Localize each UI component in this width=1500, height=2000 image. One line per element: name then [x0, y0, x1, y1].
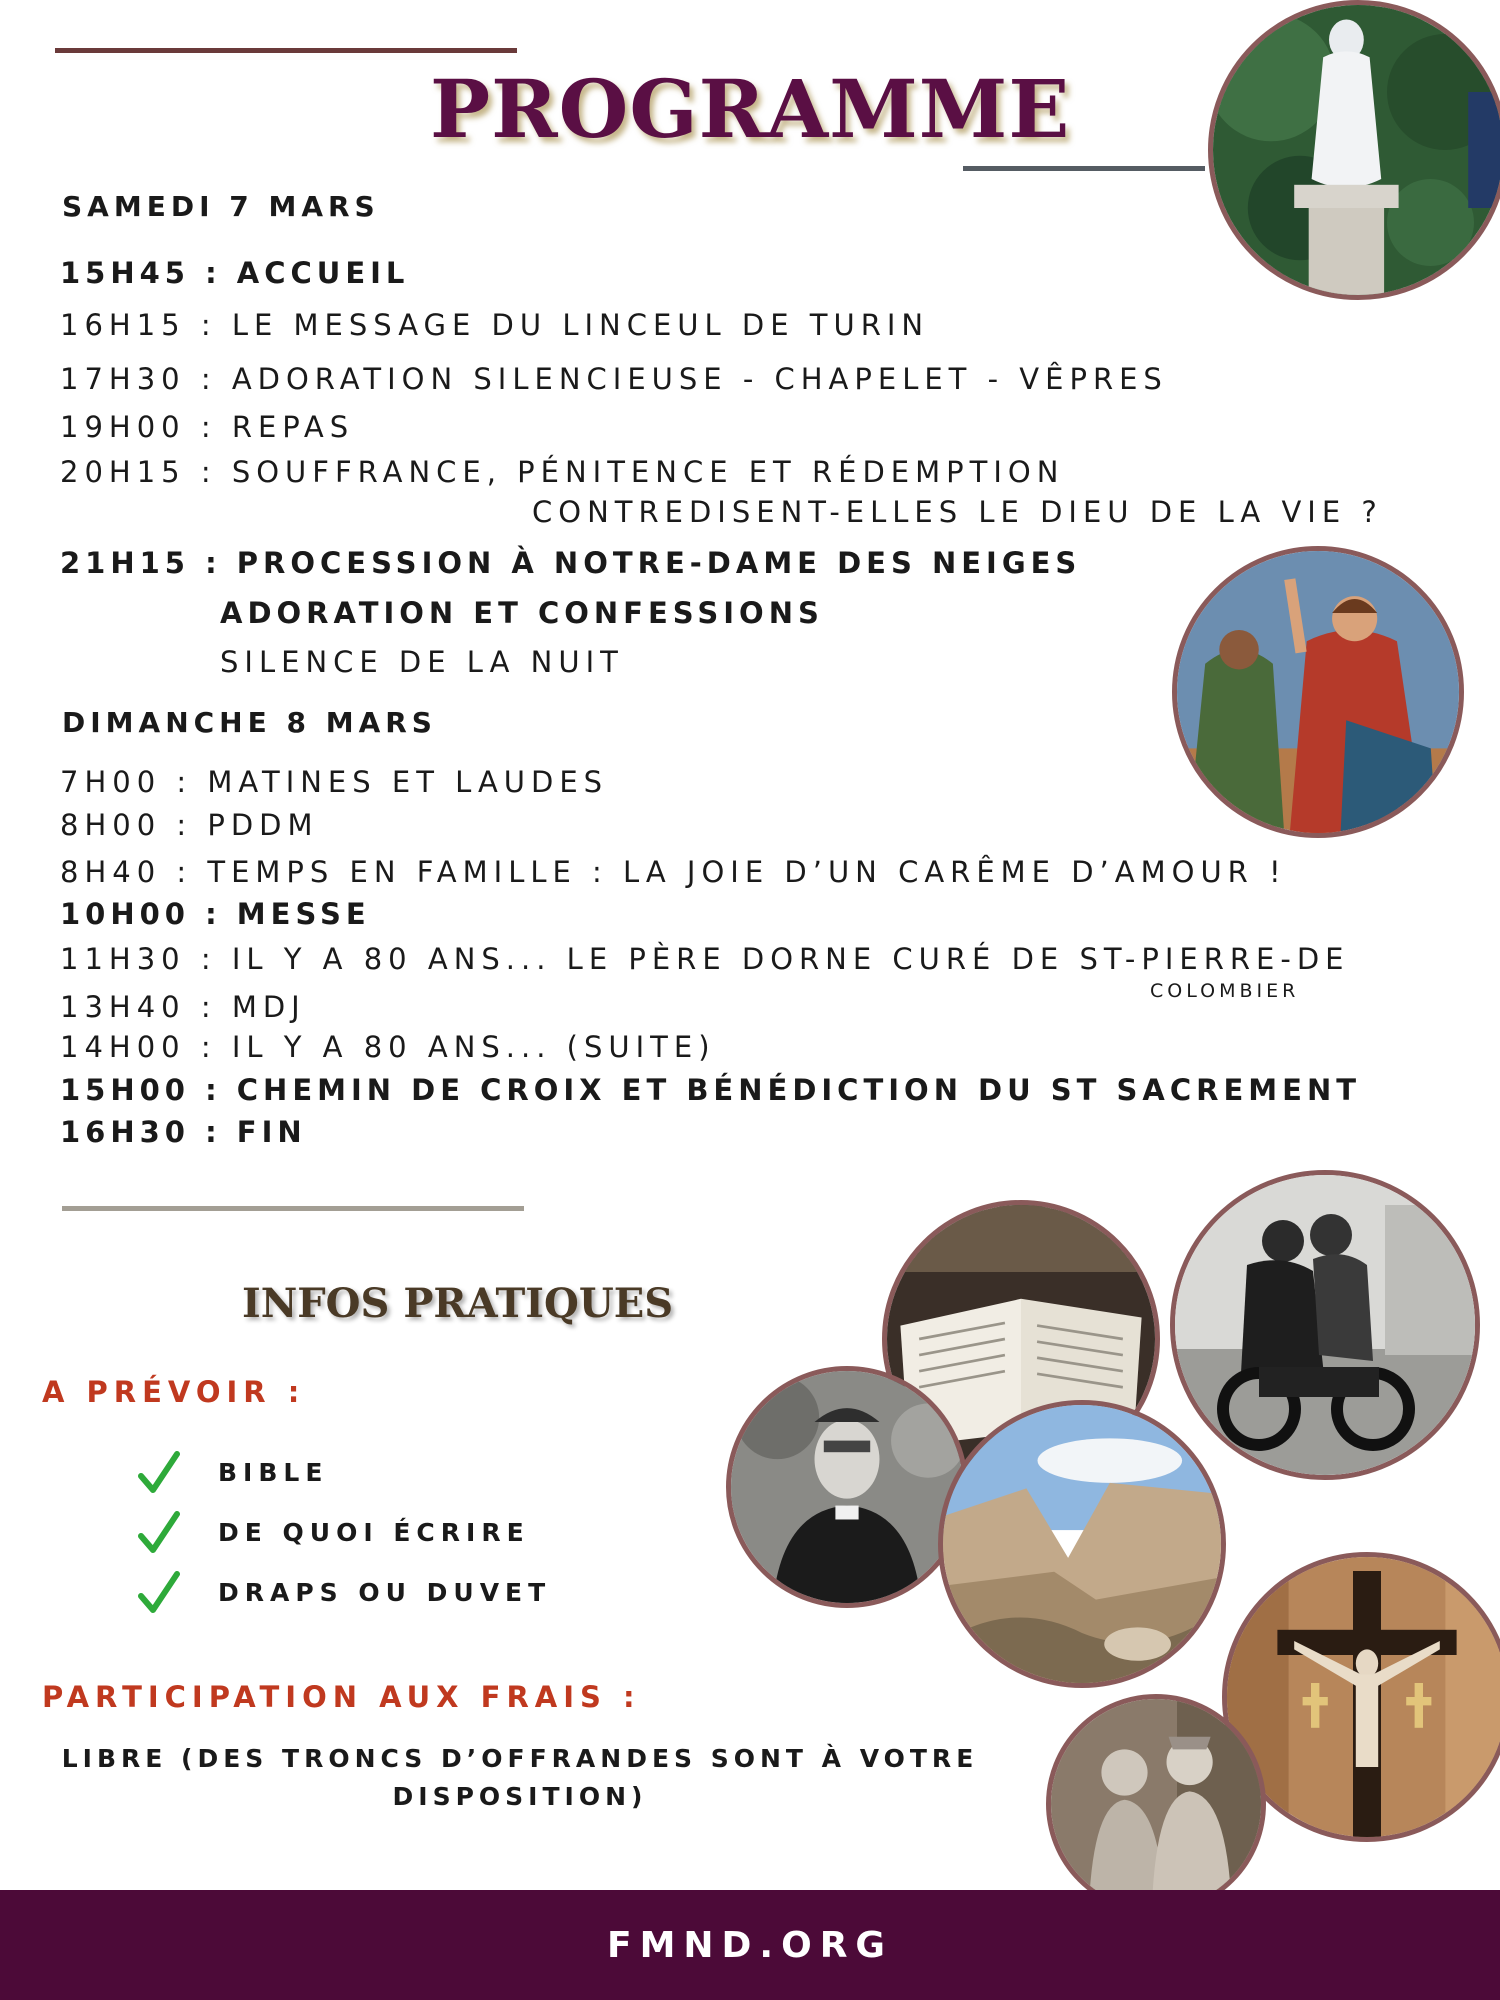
event-souffrance: 20H15 : SOUFFRANCE, PÉNITENCE ET RÉDEMPTION [60, 455, 1065, 489]
checkmark-icon [138, 1450, 180, 1496]
top-left-rule [55, 48, 517, 53]
checklist-item-bible [138, 1450, 638, 1500]
event-messe: 10H00 : MESSE [60, 897, 371, 931]
checkmark-icon [138, 1570, 180, 1616]
event-matines: 7H00 : MATINES ET LAUDES [60, 765, 609, 799]
event-suite: 14H00 : IL Y A 80 ANS... (SUITE) [60, 1030, 716, 1064]
photo-desert-canyon [938, 1400, 1226, 1688]
prevoir-heading: A PRÉVOIR : [42, 1375, 306, 1409]
participation-text: LIBRE (DES TRONCS D’OFFRANDES SONT À VOTRE DISPOSITION) [61, 1744, 979, 1811]
event-repas: 19H00 : REPAS [60, 410, 355, 444]
top-right-rule [963, 166, 1205, 171]
event-dorne-continued: COLOMBIER [1150, 980, 1300, 1002]
event-mdj: 13H40 : MDJ [60, 990, 306, 1024]
event-chemin-de-croix: 15H00 : CHEMIN DE CROIX ET BÉNÉDICTION DU ST SACREMENT [60, 1073, 1362, 1107]
event-silence: SILENCE DE LA NUIT [220, 645, 624, 679]
checklist-item-label: BIBLE [218, 1458, 329, 1487]
website-link[interactable]: FMND.ORG [607, 1924, 893, 1966]
checklist-item-draps [138, 1570, 638, 1620]
event-fin: 16H30 : FIN [60, 1115, 307, 1149]
page-title: PROGRAMME [430, 62, 1071, 156]
event-accueil: 15H45 : ACCUEIL [60, 256, 410, 290]
photo-christ-painting [1172, 546, 1464, 838]
checklist-item-label: DE QUOI ÉCRIRE [218, 1518, 530, 1547]
infos-heading: INFOS PRATIQUES [242, 1280, 674, 1327]
photo-priest-portrait [726, 1366, 968, 1608]
photo-virgin-statue [1208, 0, 1500, 300]
participation-heading: PARTICIPATION AUX FRAIS : [42, 1680, 641, 1714]
photo-motorcycle [1170, 1170, 1480, 1480]
photo-statues [1046, 1694, 1266, 1914]
event-confessions: ADORATION ET CONFESSIONS [220, 596, 824, 630]
event-pddm: 8H00 : PDDM [60, 808, 319, 842]
event-adoration: 17H30 : ADORATION SILENCIEUSE - CHAPELET - VÊPRES [60, 362, 1168, 396]
checklist-item-ecrire [138, 1510, 638, 1560]
event-souffrance-continued: CONTREDISENT-ELLES LE DIEU DE LA VIE ? [532, 495, 1383, 529]
footer-bar [0, 1890, 1500, 2000]
event-famille: 8H40 : TEMPS EN FAMILLE : LA JOIE D’UN CARÊME D’AMOUR ! [60, 855, 1287, 889]
event-procession: 21H15 : PROCESSION À NOTRE-DAME DES NEIGES [60, 546, 1082, 580]
checkmark-icon [138, 1510, 180, 1556]
day-heading-saturday: SAMEDI 7 MARS [62, 190, 380, 223]
event-dorne: 11H30 : IL Y A 80 ANS... LE PÈRE DORNE CURÉ DE ST-PIERRE-DE [60, 942, 1350, 976]
checklist-item-label: DRAPS OU DUVET [218, 1578, 552, 1607]
middle-rule [62, 1206, 524, 1211]
day-heading-sunday: DIMANCHE 8 MARS [62, 706, 437, 739]
event-linceul: 16H15 : LE MESSAGE DU LINCEUL DE TURIN [60, 308, 930, 342]
